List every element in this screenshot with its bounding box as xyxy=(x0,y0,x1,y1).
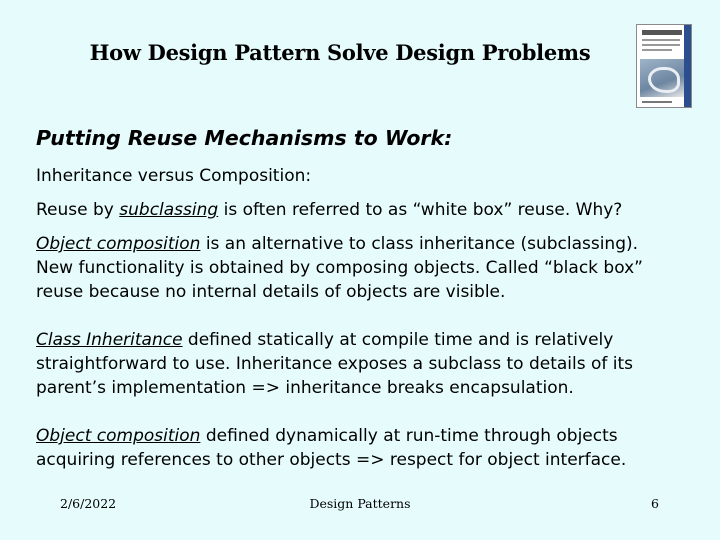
paragraph-text: is an alternative to class inheritance (subclassing). xyxy=(200,234,639,254)
term-class-inheritance: Class Inheritance xyxy=(36,330,183,350)
paragraph-text: is often referred to as “white box” reuse. Why? xyxy=(218,200,623,220)
paragraph-line: New functionality is obtained by composing objects. Called “black box” xyxy=(36,258,643,278)
paragraph-subclassing xyxy=(36,198,696,222)
paragraph-line: acquiring references to other objects => respect for object interface. xyxy=(36,450,627,470)
paragraph-object-composition-dynamic xyxy=(36,424,696,472)
book-subtitle-line xyxy=(642,44,680,46)
paragraph-text: Reuse by xyxy=(36,200,120,220)
term-object-composition: Object composition xyxy=(36,234,201,254)
term-subclassing: subclassing xyxy=(119,200,219,220)
paragraph-object-composition xyxy=(36,232,696,304)
paragraph-text: defined dynamically at run-time through objects xyxy=(200,426,618,446)
paragraph-line: straightforward to use. Inheritance exposes a subclass to details of its xyxy=(36,354,634,374)
slide-title: How Design Pattern Solve Design Problems xyxy=(89,40,591,65)
paragraph-class-inheritance xyxy=(36,328,696,400)
paragraph-text: Inheritance versus Composition: xyxy=(36,166,312,186)
paragraph-text: defined statically at compile time and is relatively xyxy=(182,330,614,350)
book-spine xyxy=(684,25,691,107)
design-patterns-book-cover-icon xyxy=(636,24,692,108)
paragraph-line: reuse because no internal details of objects are visible. xyxy=(36,282,506,302)
book-cover-image xyxy=(640,59,684,97)
book-title-bar xyxy=(642,30,682,35)
slide-subtitle: Putting Reuse Mechanisms to Work: xyxy=(36,126,453,150)
term-object-composition: Object composition xyxy=(36,426,201,446)
paragraph-line xyxy=(36,424,696,448)
paragraph-line xyxy=(36,328,696,352)
paragraph-line: parent’s implementation => inheritance breaks encapsulation. xyxy=(36,378,574,398)
footer-page-number: 6 xyxy=(651,496,659,511)
paragraph-inheritance-vs-composition xyxy=(36,164,696,188)
book-subtitle-line xyxy=(642,49,672,51)
book-footer-line xyxy=(642,101,672,103)
paragraph-line xyxy=(36,232,696,256)
book-subtitle-line xyxy=(642,39,680,41)
footer-date: 2/6/2022 xyxy=(60,496,117,511)
footer-title: Design Patterns xyxy=(309,496,411,511)
